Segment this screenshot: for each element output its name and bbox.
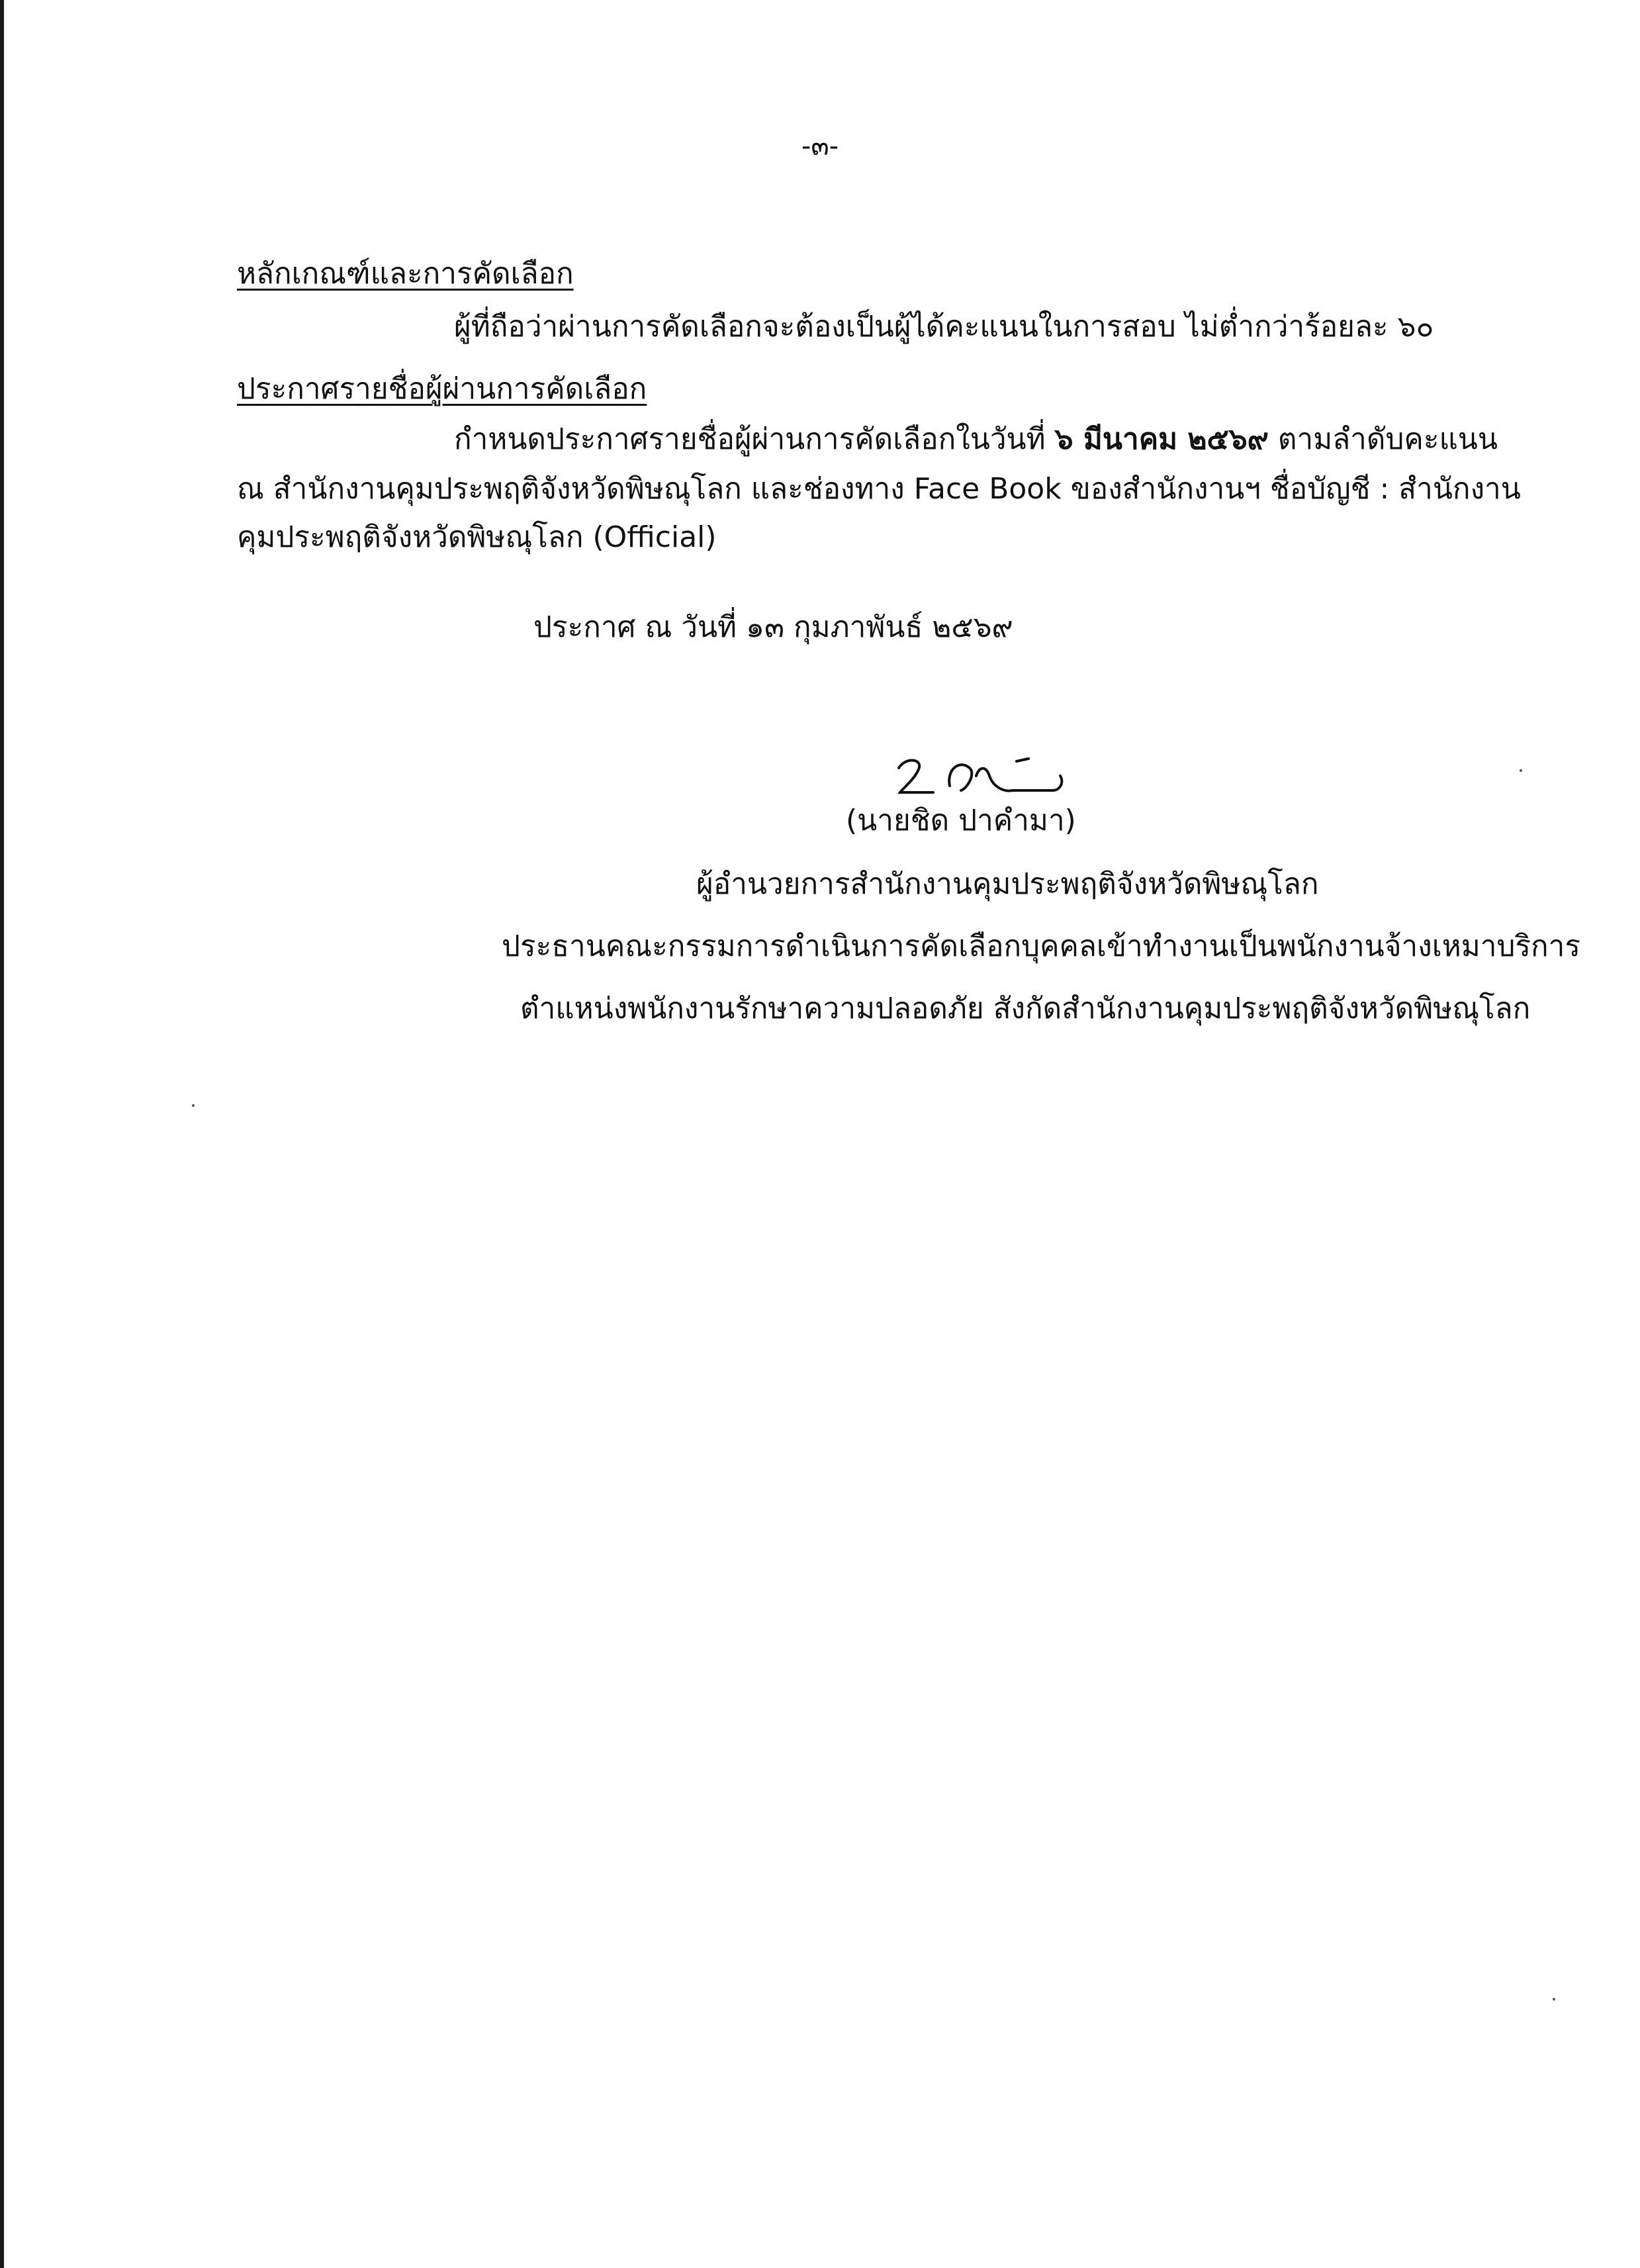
signatory-position-2: ประธานคณะกรรมการดำเนินการคัดเลือกบุคคลเข้าทำงานเป็นพนักงานจ้างเหมาบริการ: [502, 929, 1581, 963]
criteria-text: ผู้ที่ถือว่าผ่านการคัดเลือกจะต้องเป็นผู้ได้คะแนนในการสอบ ไม่ต่ำกว่าร้อยละ ๖๐: [454, 310, 1434, 344]
announcement-line-3: คุมประพฤติจังหวัดพิษณุโลก (Official): [237, 520, 717, 554]
signatory-position-1: ผู้อำนวยการสำนักงานคุมประพฤติจังหวัดพิษณุโลก: [696, 867, 1319, 901]
announcement-line-1: [454, 416, 1498, 462]
announcement-line-1-post: ตามลำดับคะแนน: [1277, 422, 1498, 456]
signatory-position-3: ตำแหน่งพนักงานรักษาความปลอดภัย สังกัดสำนักงานคุมประพฤติจังหวัดพิษณุโลก: [520, 992, 1531, 1025]
announcement-line-1-pre: กำหนดประกาศรายชื่อผู้ผ่านการคัดเลือกในวันที่: [454, 422, 1046, 456]
announcement-heading: ประกาศรายชื่อผู้ผ่านการคัดเลือก: [237, 372, 647, 406]
scan-speck: [1553, 1998, 1555, 2001]
announcement-line-2: ณ สำนักงานคุมประพฤติจังหวัดพิษณุโลก และช่องทาง Face Book ของสำนักงานฯ ชื่อบัญชี : สำนักงาน: [237, 472, 1521, 506]
signatory-name: (นายชิด ปาคำมา): [846, 804, 1076, 837]
criteria-heading: หลักเกณฑ์และการคัดเลือก: [237, 257, 574, 291]
scan-edge: [0, 0, 4, 2268]
scan-speck: [192, 1104, 195, 1107]
scan-speck: [1520, 769, 1522, 772]
page-number: -๓-: [801, 131, 839, 162]
announcement-date: ๖ มีนาคม ๒๕๖๙: [1054, 422, 1269, 456]
announced-date: ประกาศ ณ วันที่ ๑๓ กุมภาพันธ์ ๒๕๖๙: [533, 610, 1013, 644]
